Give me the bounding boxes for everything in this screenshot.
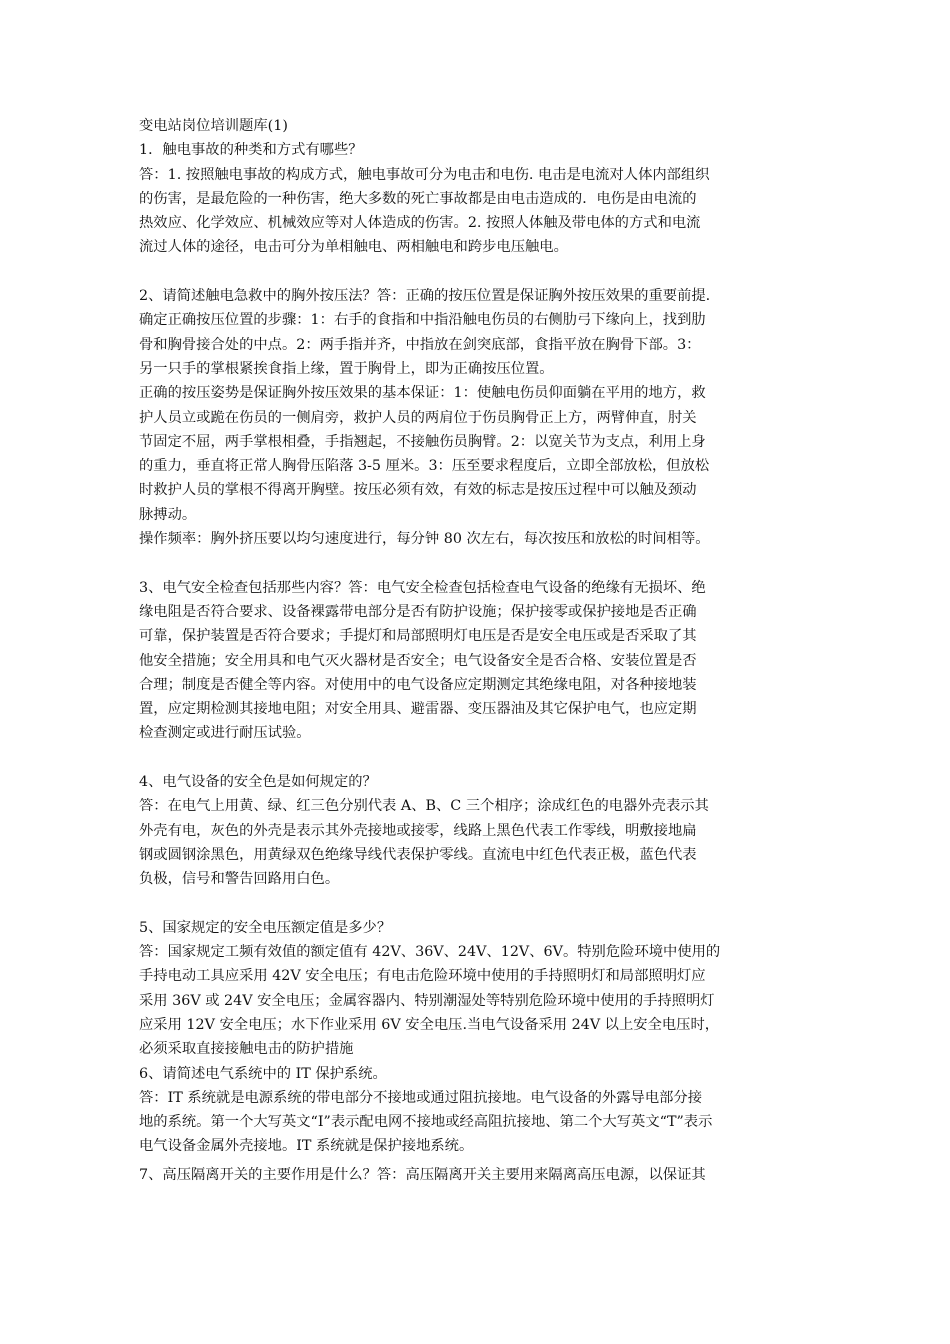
question-4-line: 负极，信号和警告回路用白色。 <box>139 871 340 888</box>
paragraph-gap <box>139 746 815 770</box>
paragraph-gap <box>139 551 815 575</box>
question-3-line: 置，应定期检测其接地电阻；对安全用具、避雷器、变压器油及其它保护电气，也应定期 <box>139 701 697 718</box>
question-2-line: 确定正确按压位置的步骤：1：右手的食指和中指沿触电伤员的右侧肋弓下缘向上，找到肋 <box>139 312 706 329</box>
question-3-line: 缘电阻是否符合要求、设备裸露带电部分是否有防护设施；保护接零或保护接地是否正确 <box>139 603 697 620</box>
question-6-line: 答：IT 系统就是电源系统的带电部分不接地或通过阻抗接地。电气设备的外露导电部分接 <box>139 1089 703 1106</box>
question-5-line: 答：国家规定工频有效值的额定值有 42V、36V、24V、12V、6V。特别危险环境中使用的 <box>139 944 721 961</box>
question-2-line: 脉搏动。 <box>139 506 197 523</box>
question-2-line: 正确的按压姿势是保证胸外按压效果的基本保证：1：使触电伤员仰面躺在平用的地方，救 <box>139 385 706 402</box>
question-1-line: 的伤害，是最危险的一种伤害，绝大多数的死亡事故都是由电击造成的．电伤是由电流的 <box>139 190 697 207</box>
question-6-line: 电气设备金属外壳接地。IT 系统就是保护接地系统。 <box>139 1138 474 1155</box>
question-1-line: 热效应、化学效应、机械效应等对人体造成的伤害。2. 按照人体触及带电体的方式和电流 <box>139 215 701 232</box>
question-7-line: 7、高压隔离开关的主要作用是什么？答：高压隔离开关主要用来隔离高压电源，以保证其 <box>139 1166 706 1183</box>
question-2-line: 护人员立或跪在伤员的一侧肩旁，救护人员的两肩位于伤员胸骨正上方，两臂伸直，肘关 <box>139 409 697 426</box>
question-1 <box>139 138 815 259</box>
question-4-line: 钢或圆钢涂黑色，用黄绿双色绝缘导线代表保护零线。直流电中红色代表正极，蓝色代表 <box>139 846 697 863</box>
question-2-line: 节固定不屈，两手掌根相叠，手指翘起，不接触伤员胸臂。2：以宽关节为支点，利用上身 <box>139 433 706 450</box>
question-7 <box>139 1163 815 1187</box>
question-3-line: 合理；制度是否健全等内容。对使用中的电气设备应定期测定其绝缘电阻，对各种接地装 <box>139 676 697 693</box>
question-6-line: 地的系统。第一个大写英文“I”表示配电网不接地或经高阻抗接地、第二个大写英文“T”表示 <box>139 1114 713 1131</box>
question-4-line: 4、电气设备的安全色是如何规定的？ <box>139 774 377 791</box>
question-2-line: 骨和胸骨接合处的中点。2：两手指并齐，中指放在剑突底部，食指平放在胸骨下部。3： <box>139 336 701 353</box>
question-4-line: 答：在电气上用黄、绿、红三色分别代表 A、B、C 三个相序；涂成红色的电器外壳表示其 <box>139 798 709 815</box>
document-title: 变电站岗位培训题库(1) <box>139 118 288 134</box>
question-5-line: 5、国家规定的安全电压额定值是多少？ <box>139 919 392 936</box>
question-4-line: 外壳有电，灰色的外壳是表示其外壳接地或接零，线路上黑色代表工作零线，明敷接地扁 <box>139 822 697 839</box>
question-2-line: 另一只手的掌根紧挨食指上缘，置于胸骨上，即为正确按压位置。 <box>139 360 554 377</box>
question-3-line: 3、电气安全检查包括那些内容？答：电气安全检查包括检查电气设备的绝缘有无损坏、绝 <box>139 579 706 596</box>
question-3-line: 检查测定或进行耐压试验。 <box>139 725 311 742</box>
question-5-line: 应采用 12V 安全电压；水下作业采用 6V 安全电压.当电气设备采用 24V 以上安全电压时， <box>139 1016 720 1033</box>
question-3-line: 他安全措施；安全用具和电气灭火器材是否安全；电气设备安全是否合格、安装位置是否 <box>139 652 697 669</box>
question-2-line: 2、请简述触电急救中的胸外按压法？答：正确的按压位置是保证胸外按压效果的重要前提. <box>139 288 711 305</box>
question-5-line: 必须采取直接接触电击的防护措施 <box>139 1041 354 1058</box>
question-5-6 <box>139 916 815 1159</box>
question-2 <box>139 284 815 551</box>
question-1-line: 流过人体的途径，电击可分为单相触电、两相触电和跨步电压触电。 <box>139 239 568 256</box>
question-2-line: 的重力，垂直将正常人胸骨压陷落 3-5 厘米。3：压至要求程度后，立即全部放松，但放松 <box>139 458 710 475</box>
question-3 <box>139 576 815 746</box>
question-5-line: 采用 36V 或 24V 安全电压；金属容器内、特别潮湿处等特别危险环境中使用的手持照明灯 <box>139 992 715 1009</box>
question-1-line: 答：1. 按照触电事故的构成方式，触电事故可分为电击和电伤. 电击是电流对人体内部组织 <box>139 166 710 183</box>
document-page <box>139 114 815 1187</box>
question-2-line: 操作频率：胸外挤压要以均匀速度进行，每分钟 80 次左右，每次按压和放松的时间相等。 <box>139 531 710 548</box>
question-6-line: 6、请简述电气系统中的 IT 保护系统。 <box>139 1065 387 1082</box>
question-4 <box>139 770 815 891</box>
paragraph-gap <box>139 260 815 284</box>
question-5-line: 手持电动工具应采用 42V 安全电压；有电击危险环境中使用的手持照明灯和局部照明灯应 <box>139 968 706 985</box>
question-3-line: 可靠，保护装置是否符合要求；手提灯和局部照明灯电压是否是安全电压或是否采取了其 <box>139 628 697 645</box>
question-2-line: 时救护人员的掌根不得离开胸壁。按压必须有效，有效的标志是按压过程中可以触及颈动 <box>139 482 697 499</box>
paragraph-gap <box>139 892 815 916</box>
question-1-line: 1．触电事故的种类和方式有哪些？ <box>139 142 363 159</box>
